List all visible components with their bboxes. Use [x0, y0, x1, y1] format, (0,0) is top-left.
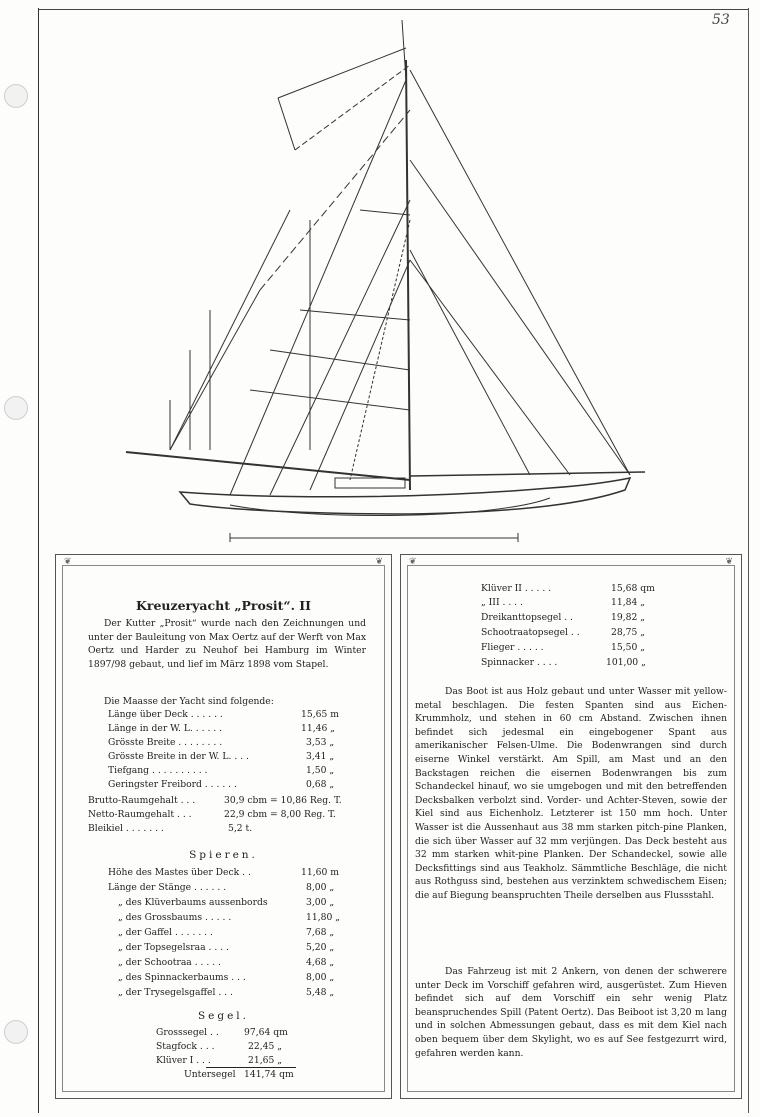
sail-label: Dreikanttopsegel . . — [481, 612, 573, 623]
spar-label: Länge der Stänge . . . . . . — [108, 882, 227, 893]
measure-value: 15,65 m — [301, 709, 339, 720]
spar-label: „ des Grossbaums . . . . . — [118, 912, 232, 923]
page-number: 53 — [712, 12, 730, 28]
sail-value: 21,65 „ — [248, 1055, 282, 1066]
binder-hole-1 — [4, 84, 28, 108]
capacity-value: 5,2 t. — [228, 823, 253, 834]
spar-label: „ der Topsegelsraa . . . . — [118, 942, 229, 953]
left-text-panel — [55, 554, 392, 1099]
spar-label: „ der Schootraa . . . . . — [118, 957, 221, 968]
sail-label: „ III . . . . — [481, 597, 523, 608]
measure-value: 3,53 „ — [306, 737, 335, 748]
spar-value: 7,68 „ — [306, 927, 335, 938]
sail-label: Schootraatopsegel . . — [481, 627, 580, 638]
measure-label: Geringster Freibord . . . . . . — [108, 779, 237, 790]
spar-value: 5,48 „ — [306, 987, 335, 998]
measure-value: 1,50 „ — [306, 765, 335, 776]
spar-value: 5,20 „ — [306, 942, 335, 953]
spar-value: 11,60 m — [301, 867, 339, 878]
page-frame-left — [38, 8, 39, 1113]
spar-value: 8,00 „ — [306, 972, 335, 983]
capacity-label: Bleikiel . . . . . . . — [88, 823, 164, 834]
sail-label: Spinnacker . . . . — [481, 657, 558, 668]
sail-value: 101,00 „ — [606, 657, 646, 668]
corner-ornament: ❦ — [725, 557, 733, 567]
spar-label: „ des Klüverbaums aussenbords — [118, 897, 268, 908]
spar-value: 4,68 „ — [306, 957, 335, 968]
spars-heading: Spieren. — [189, 849, 258, 861]
page-frame-right — [748, 8, 749, 1113]
sail-value: 19,82 „ — [611, 612, 645, 623]
sail-value: 15,68 qm — [611, 583, 655, 594]
construction-paragraph: Das Boot ist aus Holz gebaut und unter Wasser mit yellow-metal beschlagen. Die festen Spanten sind aus Eichen-Krummholz, und stehen in 60 cm Abstand. Zwischen ihnen befindet sich jedesmal ein eingebogener Spant aus amerikanischer Felsen-Ulme. Die Bodenwrangen sind durch eiserne Winkel verstärkt. Am Spill, am Mast und an den Backstagen reichen die eisernen Bodenwrangen bis zum Schandeckel hinauf, wo sie umgebogen und mit den betreffenden Decksbalken verbolzt sind. Vorder- und Achter-Steven, sowie der Kiel sind aus Eichenholz. Letzterer ist 150 mm hoch. Unter Wasser ist die Aussenhaut aus 38 mm starken pitch-pine Planken, die sich über Wasser auf 32 mm verjüngen. Das Deck besteht aus 32 mm starken whit-pine Planken. Der Schandeckel, sowie alle Decksfittings sind aus Teakholz. Sämmtliche Beschläge, die nicht aus Rothguss sind, bestehen aus verzinktem schwedischem Eisen; die auf Biegung beanspruchten Theile derselben aus Flussstahl. — [415, 686, 727, 901]
corner-ornament: ❦ — [409, 557, 417, 567]
spar-label: „ der Trysegelsgaffel . . . — [118, 987, 233, 998]
sum-rule — [206, 1067, 296, 1068]
sails-total-label: Untersegel — [184, 1069, 236, 1080]
right-text-panel — [400, 554, 742, 1099]
measure-label: Grösste Breite . . . . . . . . — [108, 737, 223, 748]
page-frame-top — [38, 9, 748, 10]
sail-label: Stagfock . . . — [156, 1041, 215, 1052]
corner-ornament: ❦ — [64, 557, 72, 567]
capacity-value: 22,9 cbm = 8,00 Reg. T. — [224, 809, 336, 820]
spar-label: „ der Gaffel . . . . . . . — [118, 927, 213, 938]
sail-plan-drawing — [110, 20, 650, 550]
equipment-paragraph: Das Fahrzeug ist mit 2 Ankern, von denen der schwerere unter Deck im Vorschiff gefahren wird, ausgerüstet. Zum Hieven befindet sich auf dem Vorschiff ein sehr wenig Platz beanspruchendes Spill (Patent Oertz). Das Beiboot ist 3,20 m lang und in solchen Abmessungen gebaut, dass es mit dem Kiel nach oben bequem über dem Skylight, wo es auf See festgezurrt wird, gefahren werden kann. — [415, 966, 727, 1059]
sail-label: Grosssegel . . — [156, 1027, 219, 1038]
measure-label: Grösste Breite in der W. L. . . . — [108, 751, 249, 762]
spar-value: 8,00 „ — [306, 882, 335, 893]
sail-value: 11,84 „ — [611, 597, 645, 608]
intro-paragraph: Der Kutter „Prosit“ wurde nach den Zeichnungen und unter der Bauleitung von Max Oertz auf der Werft von Max Oertz und Harder zu Neuhof bei Hamburg im Winter 1897/98 gebaut, und lief im März 1898 vom Stapel. — [88, 618, 366, 670]
spar-label: Höhe des Mastes über Deck . . — [108, 867, 251, 878]
binder-hole-2 — [4, 396, 28, 420]
measure-value: 3,41 „ — [306, 751, 335, 762]
sail-label: Klüver I . . . — [156, 1055, 211, 1066]
sail-value: 22,45 „ — [248, 1041, 282, 1052]
spar-label: „ des Spinnackerbaums . . . — [118, 972, 246, 983]
sails-heading: Segel. — [197, 1010, 250, 1022]
spar-value: 11,80 „ — [306, 912, 340, 923]
article-title: Kreuzeryacht „Prosit“. II — [136, 598, 311, 613]
capacity-value: 30,9 cbm = 10,86 Reg. T. — [224, 795, 342, 806]
corner-ornament: ❦ — [375, 557, 383, 567]
spar-value: 3,00 „ — [306, 897, 335, 908]
sail-label: Flieger . . . . . — [481, 642, 544, 653]
measure-label: Tiefgang . . . . . . . . . . — [108, 765, 208, 776]
measure-label: Länge über Deck . . . . . . — [108, 709, 223, 720]
measures-heading: Die Maasse der Yacht sind folgende: — [104, 696, 274, 707]
sail-label: Klüver II . . . . . — [481, 583, 552, 594]
sail-value: 97,64 qm — [244, 1027, 288, 1038]
sail-value: 15,50 „ — [611, 642, 645, 653]
measure-label: Länge in der W. L. . . . . . — [108, 723, 223, 734]
sails-total-value: 141,74 qm — [244, 1069, 294, 1080]
capacity-label: Netto-Raumgehalt . . . — [88, 809, 192, 820]
measure-value: 0,68 „ — [306, 779, 335, 790]
capacity-label: Brutto-Raumgehalt . . . — [88, 795, 196, 806]
binder-hole-3 — [4, 1020, 28, 1044]
sail-value: 28,75 „ — [611, 627, 645, 638]
measure-value: 11,46 „ — [301, 723, 335, 734]
